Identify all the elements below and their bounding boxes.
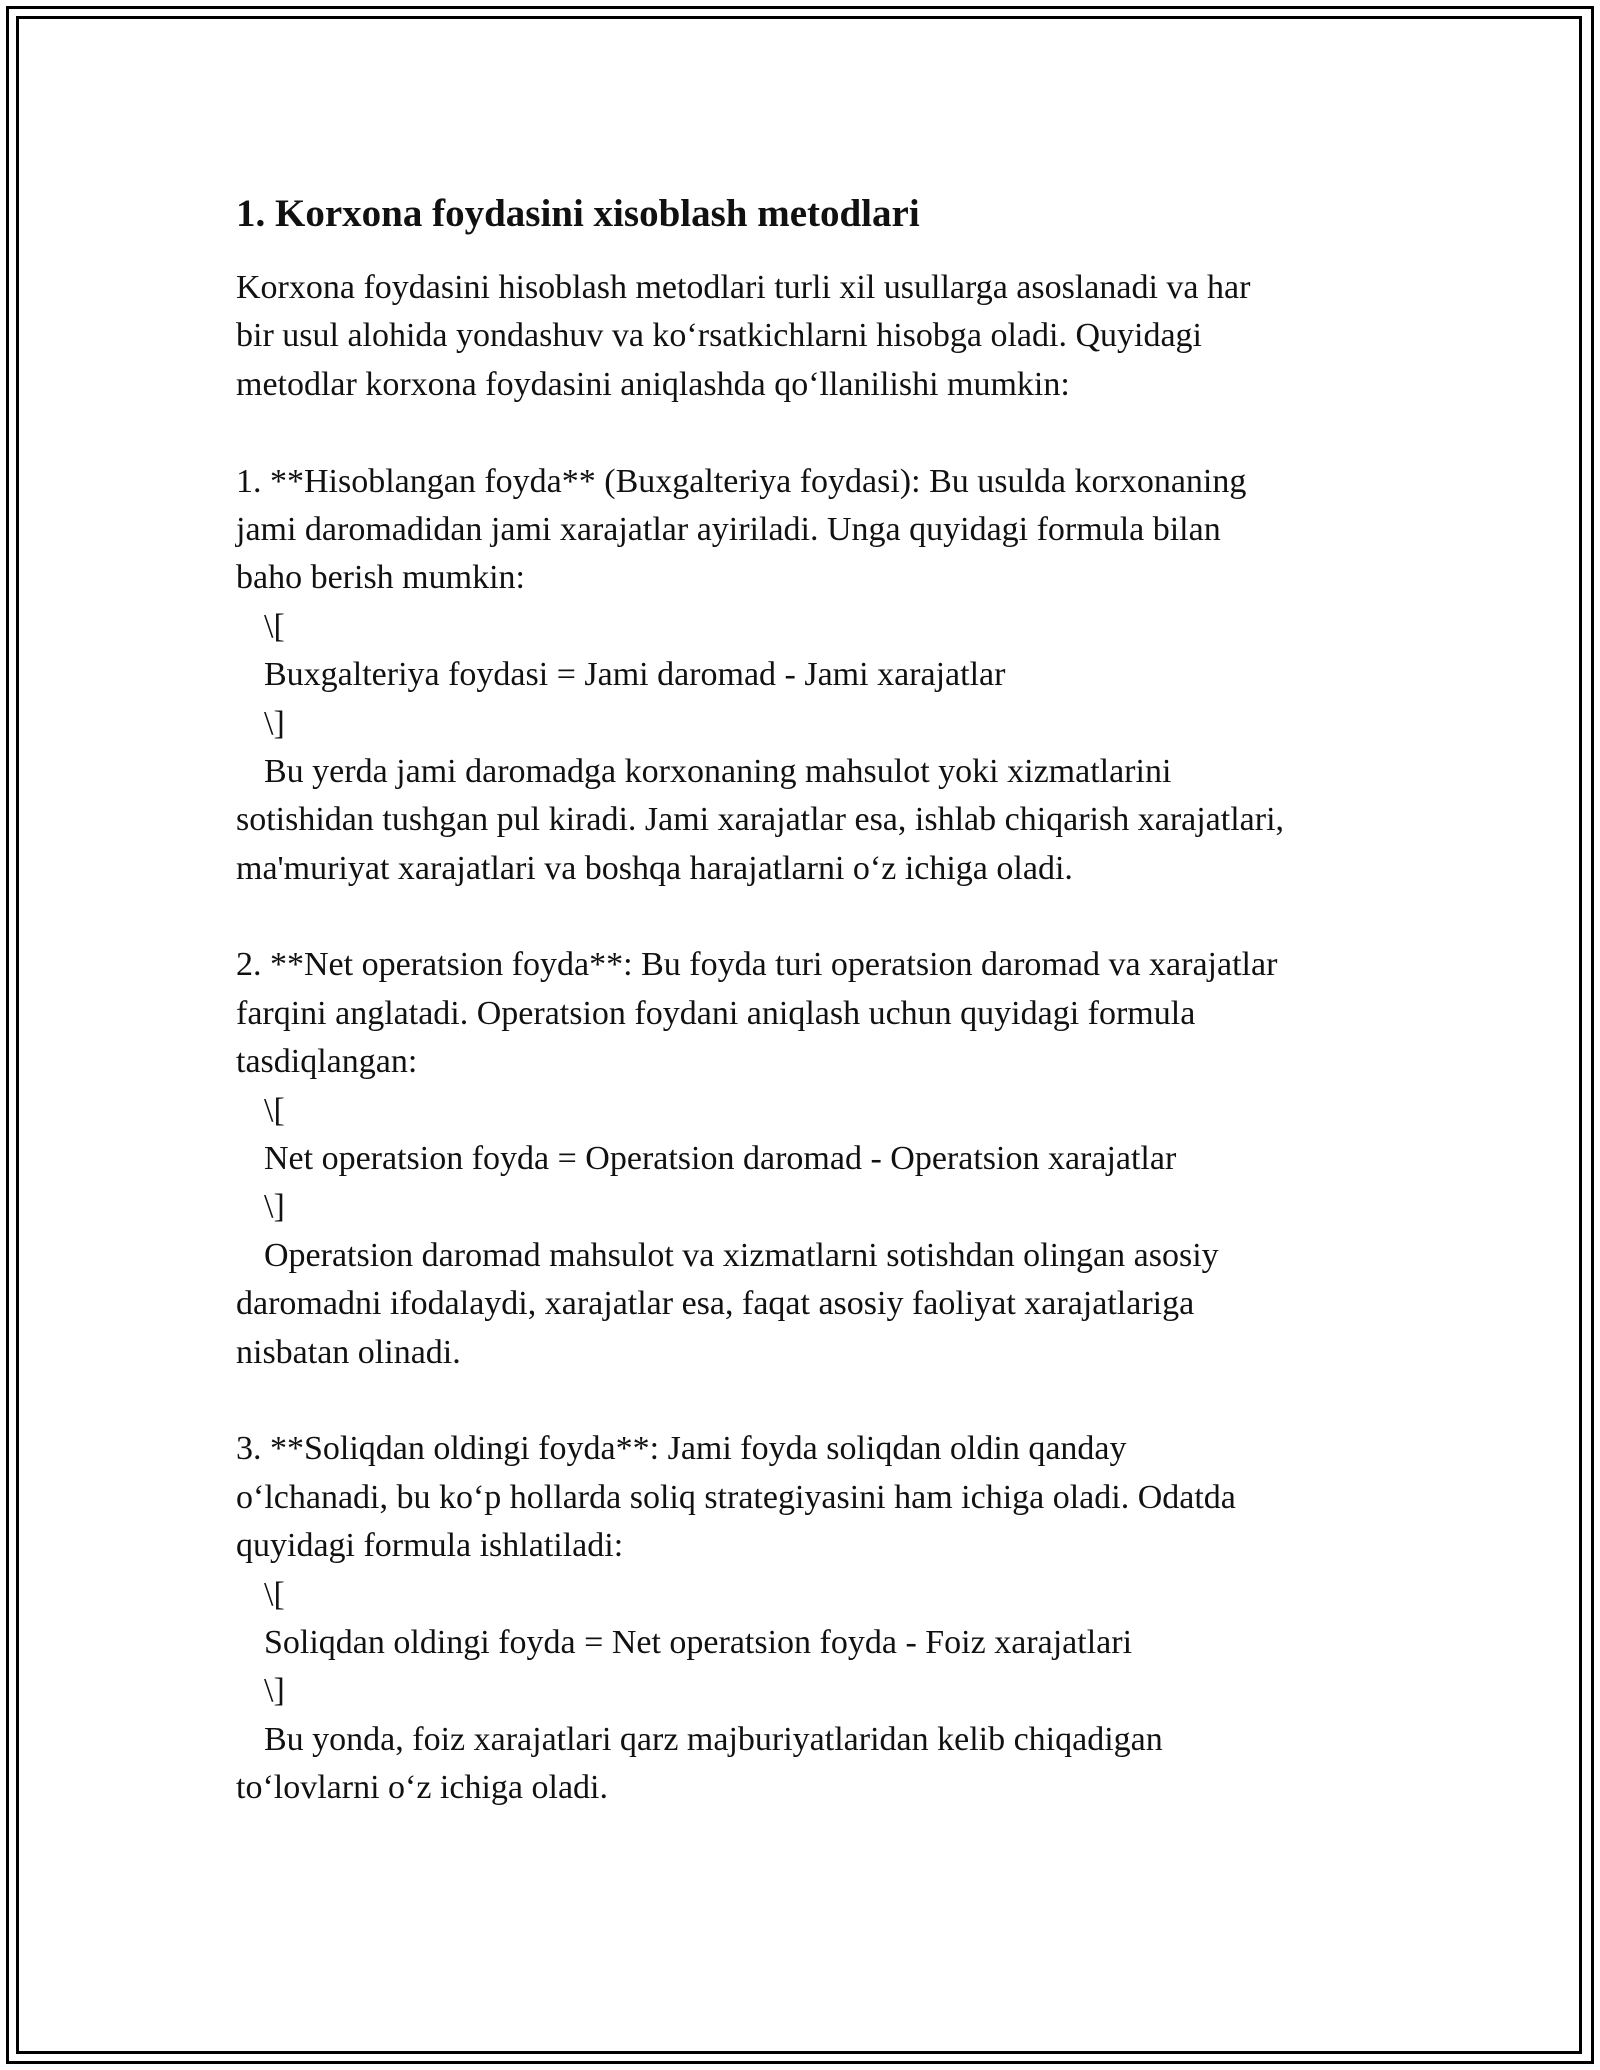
- document-body: [236, 190, 1396, 1813]
- text-line: jami daromadidan jami xarajatlar ayiriladi. Unga quyidagi formula bilan: [236, 510, 1221, 548]
- text-line: \]: [264, 1188, 285, 1226]
- text-line: daromadni ifodalaydi, xarajatlar esa, faqat asosiy faoliyat xarajatlariga: [236, 1285, 1195, 1323]
- blank-line: [236, 893, 1396, 941]
- text-line: Bu yerda jami daromadga korxonaning mahsulot yoki xizmatlarini: [264, 752, 1172, 790]
- blank-line: [236, 409, 1396, 457]
- text-line: Soliqdan oldingi foyda = Net operatsion foyda - Foiz xarajatlari: [264, 1623, 1133, 1661]
- text-line: Operatsion daromad mahsulot va xizmatlarni sotishdan olingan asosiy: [264, 1236, 1219, 1274]
- text-line: tasdiqlangan:: [236, 1043, 418, 1081]
- text-line: 3. **Soliqdan oldingi foyda**: Jami foyda soliqdan oldin qanday: [236, 1430, 1127, 1468]
- text-line: ma'muriyat xarajatlari va boshqa harajatlarni o‘z ichiga oladi.: [236, 849, 1073, 887]
- text-line: baho berish mumkin:: [236, 559, 525, 597]
- text-line: to‘lovlarni o‘z ichiga oladi.: [236, 1769, 608, 1807]
- text-line: 1. **Hisoblangan foyda** (Buxgalteriya foydasi): Bu usulda korxonaning: [236, 462, 1247, 500]
- blank-line: [236, 1377, 1396, 1425]
- text-line: Bu yonda, foiz xarajatlari qarz majburiyatlaridan kelib chiqadigan: [264, 1720, 1163, 1758]
- text-line: quyidagi formula ishlatiladi:: [236, 1527, 624, 1565]
- text-line: metodlar korxona foydasini aniqlashda qo‘llanilishi mumkin:: [236, 365, 1070, 403]
- text-line: \[: [264, 1575, 285, 1613]
- text-line: o‘lchanadi, bu ko‘p hollarda soliq strategiyasini ham ichiga oladi. Odatda: [236, 1478, 1236, 1516]
- text-line: \[: [264, 1091, 285, 1129]
- text-line: bir usul alohida yondashuv va ko‘rsatkichlarni hisobga oladi. Quyidagi: [236, 317, 1202, 355]
- text-line: Net operatsion foyda = Operatsion daromad - Operatsion xarajatlar: [264, 1140, 1177, 1178]
- text-line: \]: [264, 1672, 285, 1710]
- text-line: sotishidan tushgan pul kiradi. Jami xarajatlar esa, ishlab chiqarish xarajatlari,: [236, 801, 1285, 839]
- text-line: Korxona foydasini hisoblash metodlari turli xil usullarga asoslanadi va har: [236, 269, 1251, 306]
- text-line: Buxgalteriya foydasi = Jami daromad - Jami xarajatlar: [264, 656, 1006, 694]
- text-line: 2. **Net operatsion foyda**: Bu foyda turi operatsion daromad va xarajatlar: [236, 946, 1278, 984]
- document-text: [236, 264, 1396, 1813]
- text-line: farqini anglatadi. Operatsion foydani aniqlash uchun quyidagi formula: [236, 994, 1196, 1032]
- text-line: nisbatan olinadi.: [236, 1333, 461, 1371]
- text-line: \]: [264, 704, 285, 742]
- page-title: 1. Korxona foydasini xisoblash metodlari: [236, 192, 920, 235]
- text-line: \[: [264, 607, 285, 645]
